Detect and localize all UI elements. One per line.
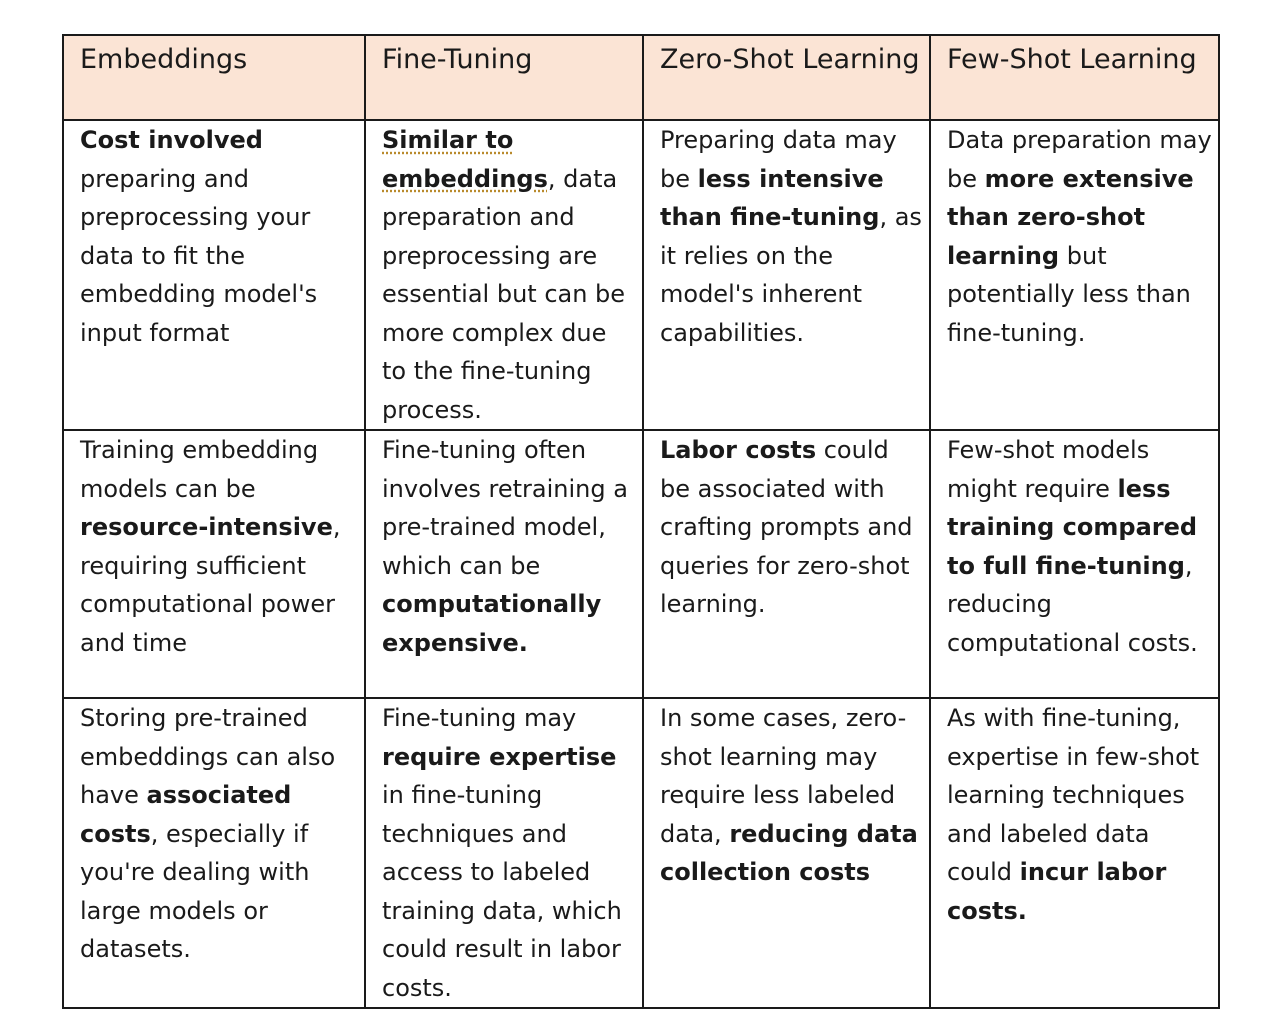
cell-text: in fine-tuning techniques and access to labeled training data, which could result in labor costs. — [382, 781, 622, 1002]
cell-text: As with fine-tuning, expertise in few-shot learning techniques and labeled data could — [947, 704, 1200, 886]
header-fine-tuning: Fine-Tuning — [365, 35, 643, 120]
table-cell — [63, 430, 365, 698]
table-cell — [930, 120, 1219, 430]
cell-bold-text: reducing data collection costs — [660, 819, 918, 886]
cell-text: Training embedding models can be — [80, 436, 319, 503]
table-row — [63, 430, 1219, 698]
cell-text: Fine-tuning often involves retraining a pre-trained model, which can be — [382, 436, 628, 580]
cell-bold-text: associated costs — [80, 781, 292, 848]
cell-text: , as it relies on the model's inherent capabilities. — [660, 203, 922, 347]
header-row — [63, 35, 1219, 120]
cell-bold-text: Similar to embeddings — [382, 126, 548, 193]
table-cell — [643, 430, 930, 698]
cell-text: , especially if you're dealing with large models or datasets. — [80, 819, 310, 963]
cell-text: , reducing computational costs. — [947, 551, 1198, 657]
cell-bold-text: Labor costs — [660, 436, 817, 464]
cell-text: , requiring sufficient computational power and time — [80, 513, 341, 657]
header-zero-shot-learning: Zero-Shot Learning — [643, 35, 930, 120]
cell-bold-text: resource-intensive — [80, 513, 333, 541]
table-cell — [643, 120, 930, 430]
table-cell — [63, 698, 365, 1008]
cell-text: Fine-tuning may — [382, 704, 577, 732]
cell-text: preparing and preprocessing your data to fit the embedding model's input format — [80, 164, 318, 347]
table-cell — [365, 120, 643, 430]
cell-bold-text: less intensive than fine-tuning — [660, 164, 884, 231]
cell-text: Data preparation may be — [947, 126, 1212, 193]
cell-text: could be associated with crafting prompts and queries for zero-shot learning. — [660, 436, 913, 618]
cell-bold-text: less training compared to full fine-tuning — [947, 474, 1198, 580]
cell-bold-text: incur labor costs. — [947, 858, 1167, 925]
cell-text: Preparing data may be — [660, 126, 897, 193]
cell-text: In some cases, zero-shot learning may require less labeled data, — [660, 704, 907, 848]
comparison-table — [62, 34, 1220, 1009]
table-cell — [365, 430, 643, 698]
cell-text: Few-shot models might require — [947, 436, 1150, 503]
cell-bold-text: require expertise — [382, 742, 617, 771]
cell-text: but potentially less than fine-tuning. — [947, 241, 1191, 347]
table-cell — [643, 698, 930, 1008]
table-cell — [365, 698, 643, 1008]
table-row — [63, 120, 1219, 430]
cell-text: Storing pre-trained embeddings can also have — [80, 704, 336, 809]
cell-bold-text: Cost involved — [80, 126, 263, 154]
cell-text: , data preparation and preprocessing are essential but can be more complex due to the fine-tuning process. — [382, 164, 626, 424]
header-few-shot-learning: Few-Shot Learning — [930, 35, 1219, 120]
table-cell — [930, 698, 1219, 1008]
table-row — [63, 698, 1219, 1008]
table-cell — [63, 120, 365, 430]
header-embeddings: Embeddings — [63, 35, 365, 120]
cell-bold-text: more extensive than zero-shot learning — [947, 164, 1194, 270]
cell-bold-text: computationally expensive. — [382, 590, 602, 657]
table-cell — [930, 430, 1219, 698]
